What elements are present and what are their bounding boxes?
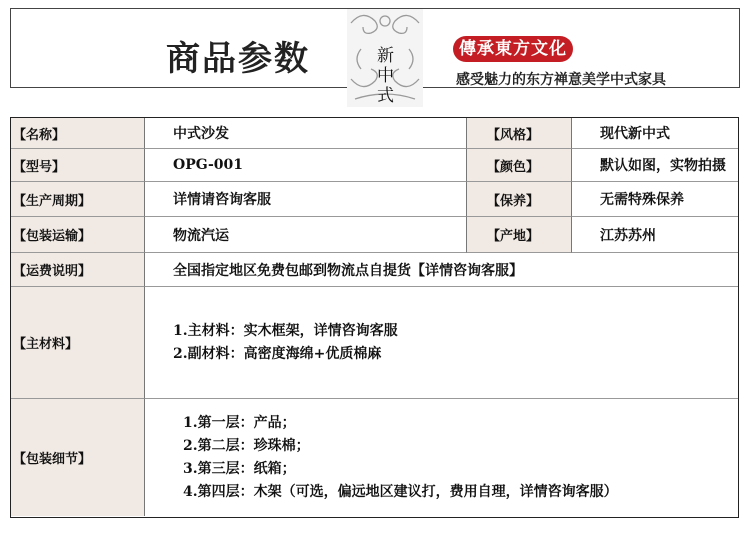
- color-value: 默认如图，实物拍摄: [572, 149, 738, 182]
- brand-badge: 傳承東方文化: [453, 36, 573, 62]
- name-label: 【名称】: [11, 118, 145, 149]
- packing-value: [145, 399, 738, 516]
- material-line: 2.副材料：高密度海绵+优质棉麻: [173, 345, 382, 362]
- packing-label: 【包装细节】: [11, 399, 145, 516]
- cycle-label: 【生产周期】: [11, 182, 145, 217]
- style-value: 现代新中式: [572, 118, 738, 149]
- spec-table: [10, 117, 739, 518]
- packing-line: 2.第二层：珍珠棉；: [183, 437, 310, 454]
- model-value: OPG-001: [145, 149, 467, 182]
- origin-label: 【产地】: [467, 217, 572, 253]
- name-value: 中式沙发: [145, 118, 467, 149]
- brand-slogan: 感受魅力的东方禅意美学中式家具: [456, 72, 666, 88]
- delivery-value: 全国指定地区免费包邮到物流点自提货【详情咨询客服】: [145, 253, 738, 287]
- material-line: 1.主材料：实木框架，详情咨询客服: [173, 322, 398, 339]
- cycle-value: 详情请咨询客服: [145, 182, 467, 217]
- packing-line: 4.第四层：木架（可选，偏远地区建议打，费用自理，详情咨询客服）: [183, 483, 618, 500]
- emblem-char-1: 新: [377, 46, 394, 66]
- emblem-char-3: 式: [377, 86, 394, 106]
- new-chinese-style-emblem: [341, 9, 429, 107]
- header-banner: [10, 8, 740, 106]
- material-label: 【主材料】: [11, 287, 145, 399]
- material-value: [145, 287, 738, 399]
- packing-line: 3.第三层：纸箱；: [183, 460, 296, 477]
- style-label: 【风格】: [467, 118, 572, 149]
- care-value: 无需特殊保养: [572, 182, 738, 217]
- page-title: 商品参数: [166, 39, 310, 79]
- care-label: 【保养】: [467, 182, 572, 217]
- shipping-value: 物流汽运: [145, 217, 467, 253]
- origin-value: 江苏苏州: [572, 217, 738, 253]
- color-label: 【颜色】: [467, 149, 572, 182]
- packing-line: 1.第一层：产品；: [183, 414, 296, 431]
- delivery-label: 【运费说明】: [11, 253, 145, 287]
- shipping-label: 【包装运输】: [11, 217, 145, 253]
- emblem-char-2: 中: [377, 66, 394, 86]
- model-label: 【型号】: [11, 149, 145, 182]
